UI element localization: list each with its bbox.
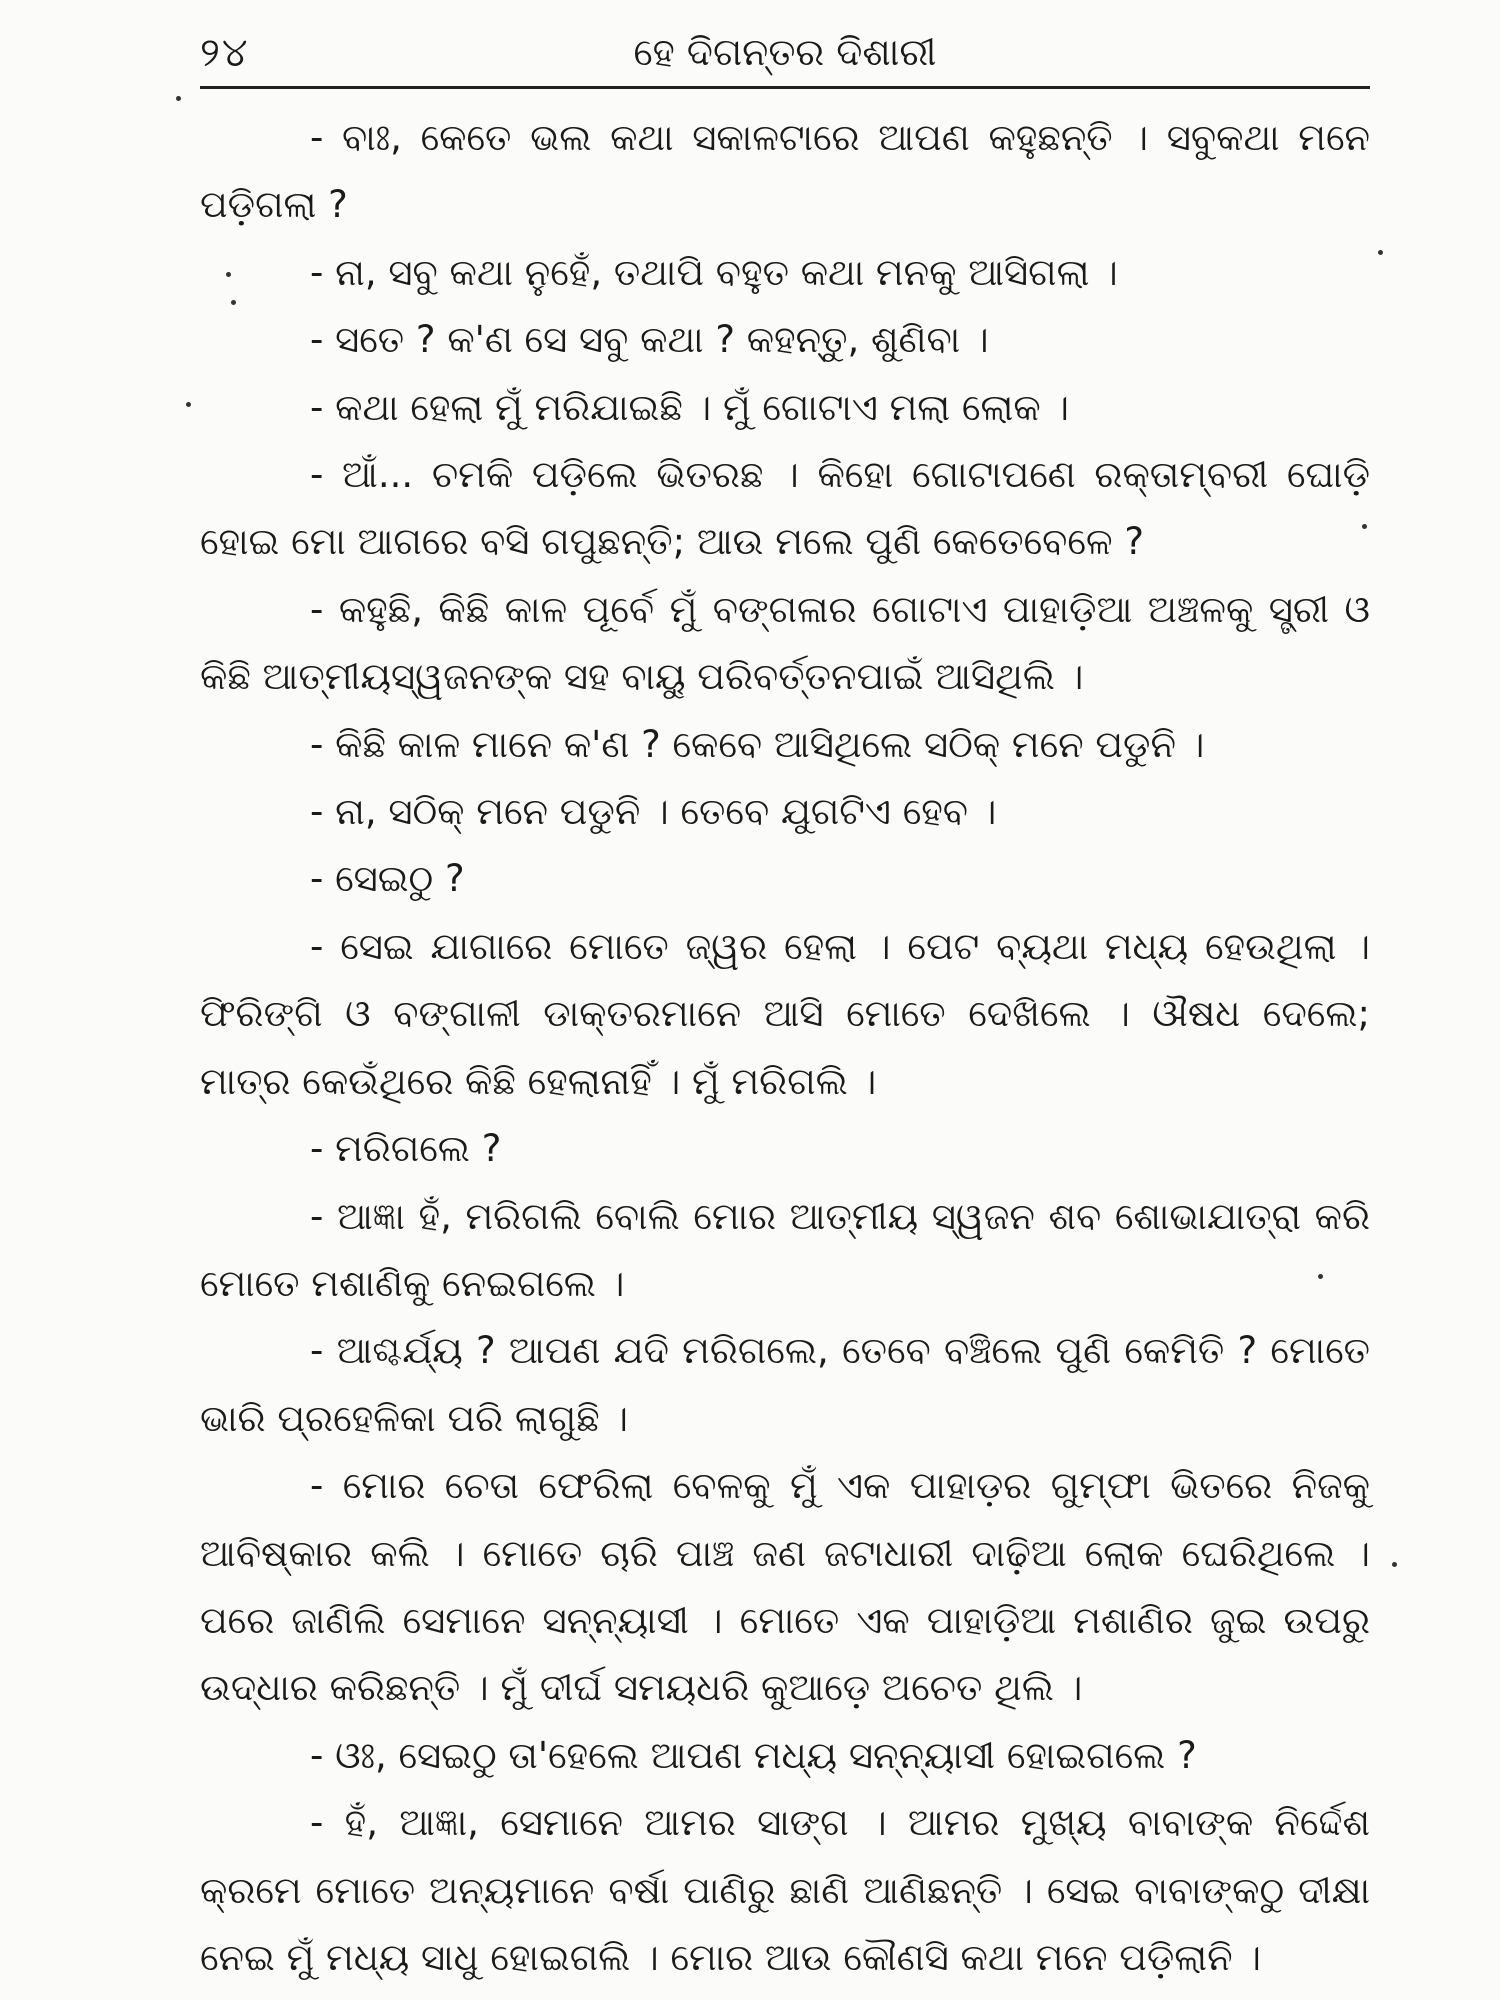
paragraph-14: - ମୋର ଚେତା ଫେରିଲା ବେଳକୁ ମୁଁ ଏକ ପାହାଡ଼ର ଗୁମ୍ଫା ଭିତରେ ନିଜକୁ ଆବିଷ୍କାର କଲି । ମୋତେ ଚାରି ପାଞ୍ଚ ଜଣ ଜଟାଧାରୀ ଦାଢ଼ିଆ ଲୋକ ଘେରିଥିଲେ । ପରେ ଜାଣିଲି ସେମାନେ ସନ୍ନ୍ୟାସୀ । ମୋତେ ଏକ ପାହାଡ଼ିଆ ମଶାଣିର ଜୁଇ ଉପରୁ ଉଦ୍ଧାର କରିଛନ୍ତି । ମୁଁ ଦୀର୍ଘ ସମୟଧରି କୁଆଡ଼େ ଅଚେତ ଥିଲି । xyxy=(200,1464,1370,1710)
paragraph-6: - କହୁଛି, କିଛି କାଳ ପୂର୍ବେ ମୁଁ ବଙ୍ଗଳାର ଗୋଟାଏ ପାହାଡ଼ିଆ ଅଞ୍ଚଳକୁ ସ୍ତ୍ରୀ ଓ କିଛି ଆତ୍ମୀୟସ୍ୱଜନଙ୍କ ସହ ବାୟୁ ପରିବର୍ତ୍ତନପାଇଁ ଆସିଥିଲି । xyxy=(200,587,1370,699)
scan-speck xyxy=(1392,1562,1397,1567)
paragraph-8: - ନା, ସଠିକ୍ ମନେ ପଡୁନି । ତେବେ ଯୁଗଟିଏ ହେବ । xyxy=(310,790,997,834)
scan-speck xyxy=(176,96,181,101)
paragraph-15: - ଓଃ, ସେଇଠୁ ତା'ହେଲେ ଆପଣ ମଧ୍ୟ ସନ୍ନ୍ୟାସୀ ହୋଇଗଲେ ? xyxy=(310,1733,1197,1777)
scan-speck xyxy=(1318,1274,1323,1279)
scan-speck xyxy=(1362,524,1367,529)
body-text xyxy=(200,104,1370,1991)
paragraph-10: - ସେଇ ଯାଗାରେ ମୋତେ ଜ୍ୱର ହେଲା । ପେଟ ବ୍ୟଥା ମଧ୍ୟ ହେଉଥିଲା । ଫିରିଙ୍ଗି ଓ ବଙ୍ଗାଳୀ ଡାକ୍ତରମାନେ ଆସି ମୋତେ ଦେଖିଲେ । ଔଷଧ ଦେଲେ; ମାତ୍ର କେଉଁଥିରେ କିଛି ହେଲାନାହିଁ । ମୁଁ ମରିଗଲି । xyxy=(200,924,1370,1103)
paragraph-1: - ବାଃ, କେତେ ଭଲ କଥା ସକାଳଟାରେ ଆପଣ କହୁଛନ୍ତି । ସବୁକଥା ମନେ ପଡ଼ିଗଲା ? xyxy=(200,116,1370,227)
paragraph-12: - ଆଜ୍ଞା ହଁ, ମରିଗଲି ବୋଲି ମୋର ଆତ୍ମୀୟ ସ୍ୱଜନ ଶବ ଶୋଭାଯାତ୍ରା କରି ମୋତେ ମଶାଣିକୁ ନେଇଗଲେ । xyxy=(200,1194,1370,1305)
paragraph-11: - ମରିଗଲେ ? xyxy=(310,1127,502,1171)
running-title: ହେ ଦିଗନ୍ତର ଦିଶାରୀ xyxy=(633,30,937,74)
scan-speck xyxy=(231,300,236,305)
paragraph-9: - ସେଇଠୁ ? xyxy=(310,857,465,901)
scan-speck xyxy=(1378,250,1383,255)
paragraph-7: - କିଛି କାଳ ମାନେ କ'ଣ ? କେବେ ଆସିଥିଲେ ସଠିକ୍ ମନେ ପଡୁନି । xyxy=(310,722,1205,766)
paragraph-2: - ନା, ସବୁ କଥା ନୁହେଁ, ତଥାପି ବହୁତ କଥା ମନକୁ ଆସିଗଲା । xyxy=(310,250,1118,294)
paragraph-13: - ଆଶ୍ଚର୍ଯ୍ୟ ? ଆପଣ ଯଦି ମରିଗଲେ, ତେବେ ବଞ୍ଚିଲେ ପୁଣି କେମିତି ? ମୋତେ ଭାରି ପ୍ରହେଳିକା ପରି ଲାଗୁଛି । xyxy=(200,1329,1370,1440)
page-header xyxy=(200,22,1370,92)
scan-speck xyxy=(226,272,231,277)
paragraph-3: - ସତେ ? କ'ଣ ସେ ସବୁ କଥା ? କହନ୍ତୁ, ଶୁଣିବା । xyxy=(310,318,989,362)
paragraph-4: - କଥା ହେଲା ମୁଁ ମରିଯାଇଛି । ମୁଁ ଗୋଟାଏ ମଲା ଲୋକ । xyxy=(310,385,1070,429)
header-rule xyxy=(200,86,1370,89)
paragraph-16: - ହଁ, ଆଜ୍ଞା, ସେମାନେ ଆମର ସାଙ୍ଗ । ଆମର ମୁଖ୍ୟ ବାବାଙ୍କ ନିର୍ଦ୍ଦେଶ କ୍ରମେ ମୋତେ ଅନ୍ୟମାନେ ବର୍ଷା ପାଣିରୁ ଛାଣି ଆଣିଛନ୍ତି । ସେଇ ବାବାଙ୍କଠୁ ଦୀକ୍ଷା ନେଇ ମୁଁ ମଧ୍ୟ ସାଧୁ ହୋଇଗଲି । ମୋର ଆଉ କୌଣସି କଥା ମନେ ପଡ଼ିଲାନି । xyxy=(200,1801,1370,1979)
page-number: ୨୪ xyxy=(200,30,250,76)
paragraph-5: - ଆଁ... ଚମକି ପଡ଼ିଲେ ଭିତରଛ । କିହୋ ଗୋଟାପଣେ ରକ୍ତାମ୍ବରୀ ଘୋଡ଼ି ହୋଇ ମୋ ଆଗରେ ବସି ଗପୁଛନ୍ତି; ଆଉ ମଲେ ପୁଣି କେତେବେଳେ ? xyxy=(200,453,1370,564)
scan-speck xyxy=(186,402,191,407)
